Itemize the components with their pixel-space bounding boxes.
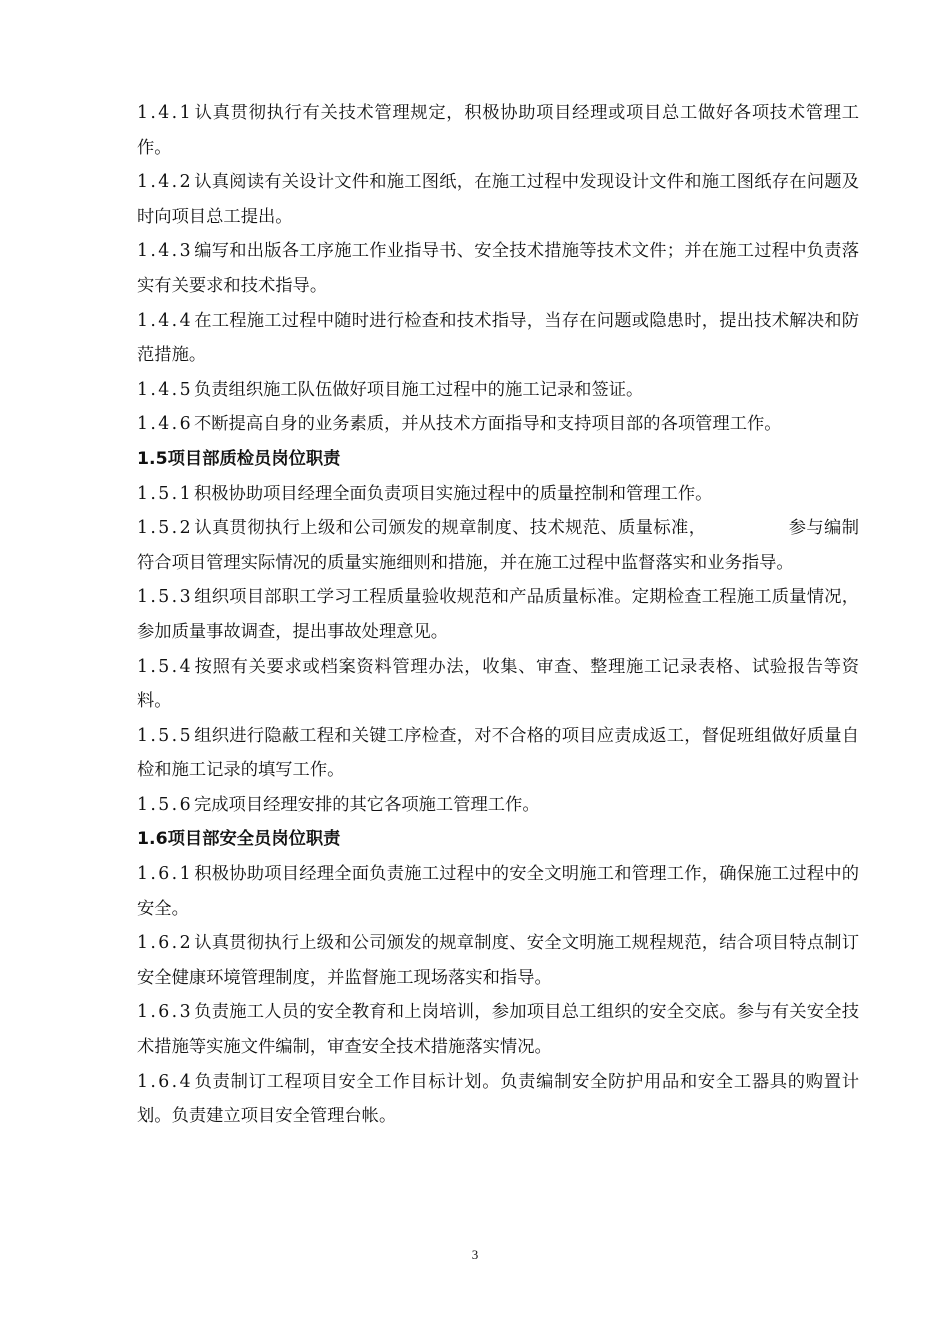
clause-number: 1.6.3: [137, 1002, 193, 1023]
section-heading-1-5: [137, 442, 859, 477]
clause-text: 完成项目经理安排的其它各项施工管理工作。: [193, 794, 540, 815]
paragraph-1-5-4: [137, 650, 859, 719]
clause-text: 负责组织施工队伍做好项目施工过程中的施工记录和签证。: [193, 379, 644, 400]
paragraph-1-4-5: [137, 373, 859, 408]
document-body: [137, 96, 859, 1134]
paragraph-1-4-1: [137, 96, 859, 165]
clause-text: 认真贯彻执行上级和公司颁发的规章制度、安全文明施工规程规范，结合项目特点制订安全健康环境管理制度，并监督施工现场落实和指导。: [137, 933, 859, 988]
clause-number: 1.4.6: [137, 414, 193, 435]
clause-text: 在工程施工过程中随时进行检查和技术指导，当存在问题或隐患时，提出技术解决和防范措施。: [137, 310, 859, 366]
paragraph-1-5-6: [137, 788, 859, 823]
clause-text: 负责制订工程项目安全工作目标计划。负责编制安全防护用品和安全工器具的购置计划。负责建立项目安全管理台帐。: [137, 1071, 859, 1127]
clause-number: 1.4.2: [137, 172, 193, 193]
clause-text: 认真贯彻执行有关技术管理规定，积极协助项目经理或项目总工做好各项技术管理工作。: [137, 103, 859, 158]
clause-number: 1.6.4: [137, 1071, 193, 1092]
clause-text: 认真贯彻执行上级和公司颁发的规章制度、技术规范、质量标准，: [193, 518, 707, 539]
paragraph-1-4-3: [137, 234, 859, 303]
clause-text: 不断提高自身的业务素质，并从技术方面指导和支持项目部的各项管理工作。: [193, 414, 782, 435]
clause-text: 负责施工人员的安全教育和上岗培训，参加项目总工组织的安全交底。参与有关安全技术措施等实施文件编制，审查安全技术措施落实情况。: [137, 1002, 859, 1058]
clause-number: 1.5.5: [137, 725, 193, 746]
clause-number: 1.5.1: [137, 483, 193, 504]
section-number: 1.5: [137, 448, 168, 469]
clause-number: 1.4.3: [137, 241, 193, 262]
clause-text-continued: 参与编制符合项目管理实际情况的质量实施细则和措施，并在施工过程中监督落实和业务指导。: [137, 518, 859, 573]
paragraph-1-4-6: [137, 407, 859, 442]
section-number: 1.6: [137, 829, 168, 850]
clause-text: 组织进行隐蔽工程和关键工序检查，对不合格的项目应责成返工，督促班组做好质量自检和施工记录的填写工作。: [137, 725, 859, 781]
paragraph-1-5-5: [137, 719, 859, 788]
section-title: 项目部安全员岗位职责: [167, 829, 341, 850]
paragraph-1-5-1: [137, 477, 859, 512]
paragraph-1-6-2: [137, 926, 859, 995]
paragraph-1-5-2: [137, 511, 859, 580]
clause-number: 1.4.4: [137, 310, 193, 331]
clause-text: 组织项目部职工学习工程质量验收规范和产品质量标准。定期检查工程施工质量情况，参加质量事故调查，提出事故处理意见。: [137, 587, 859, 642]
page-number: 3: [471, 1247, 479, 1262]
section-title: 项目部质检员岗位职责: [167, 448, 341, 469]
paragraph-1-6-4: [137, 1065, 859, 1134]
paragraph-1-6-1: [137, 857, 859, 926]
clause-number: 1.5.2: [137, 518, 193, 539]
clause-text: 积极协助项目经理全面负责项目实施过程中的质量控制和管理工作。: [193, 483, 713, 504]
section-heading-1-6: [137, 822, 859, 857]
clause-number: 1.5.6: [137, 794, 193, 815]
paragraph-1-4-2: [137, 165, 859, 234]
clause-number: 1.6.2: [137, 933, 193, 954]
clause-number: 1.6.1: [137, 864, 193, 885]
clause-text: 认真阅读有关设计文件和施工图纸，在施工过程中发现设计文件和施工图纸存在问题及时向项目总工提出。: [137, 172, 859, 227]
clause-text: 积极协助项目经理全面负责施工过程中的安全文明施工和管理工作，确保施工过程中的安全。: [137, 864, 859, 919]
clause-text: 按照有关要求或档案资料管理办法，收集、审查、整理施工记录表格、试验报告等资料。: [137, 656, 859, 712]
paragraph-1-4-4: [137, 304, 859, 373]
paragraph-1-6-3: [137, 995, 859, 1064]
clause-number: 1.5.3: [137, 587, 193, 608]
clause-text: 编写和出版各工序施工作业指导书、安全技术措施等技术文件；并在施工过程中负责落实有关要求和技术指导。: [137, 241, 859, 296]
clause-number: 1.4.1: [137, 103, 193, 123]
clause-number: 1.4.5: [137, 379, 193, 400]
paragraph-1-5-3: [137, 580, 859, 649]
clause-number: 1.5.4: [137, 656, 193, 677]
